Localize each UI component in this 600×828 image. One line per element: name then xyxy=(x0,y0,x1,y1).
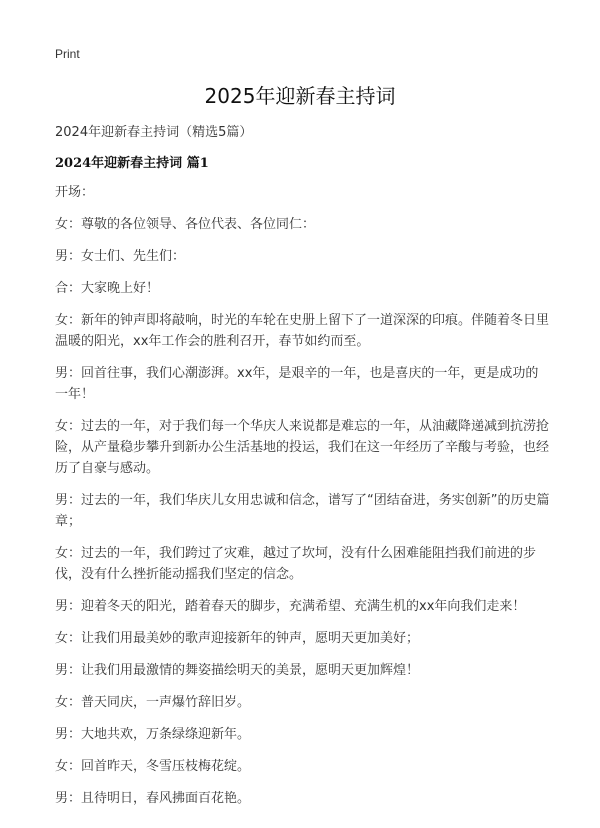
document-body xyxy=(55,182,550,820)
paragraph: 女：让我们用最美妙的歌声迎接新年的钟声，愿明天更加美好； xyxy=(55,631,420,646)
print-link[interactable]: Print xyxy=(55,47,80,61)
paragraph: 女：回首昨天，冬雪压枝梅花绽。 xyxy=(55,759,251,774)
paragraph: 男：迎着冬天的阳光，踏着春天的脚步，充满希望、充满生机的xx年向我们走来！ xyxy=(55,599,526,614)
paragraph: 女：新年的钟声即将敲响，时光的车轮在史册上留下了一道深深的印痕。伴随着冬日里温暖的阳光，xx年工作会的胜利召开，春节如约而至。 xyxy=(55,313,550,349)
paragraph: 男：过去的一年，我们华庆儿女用忠诚和信念，谱写了“团结奋进，务实创新”的历史篇章； xyxy=(55,493,550,529)
paragraph: 男：且待明日，春风拂面百花艳。 xyxy=(55,791,251,806)
paragraph: 女：普天同庆，一声爆竹辞旧岁。 xyxy=(55,695,251,710)
page-title: 2025年迎新春主持词 xyxy=(204,84,396,108)
paragraph: 男：回首往事，我们心潮澎湃。xx年，是艰辛的一年，也是喜庆的一年，更是成功的一年！ xyxy=(55,366,539,402)
section-heading: 2024年迎新春主持词 篇1 xyxy=(55,156,209,171)
paragraph: 女：尊敬的各位领导、各位代表、各位同仁： xyxy=(55,217,316,232)
paragraph: 男：大地共欢，万条绿绦迎新年。 xyxy=(55,727,251,742)
document-subtitle: 2024年迎新春主持词（精选5篇） xyxy=(55,125,253,140)
paragraph: 女：过去的一年，对于我们每一个华庆人来说都是难忘的一年，从油藏降递减到抗涝抢险，从产量稳步攀升到新办公生活基地的投运，我们在这一年经历了辛酸与考验，也经历了自豪与感动。 xyxy=(55,419,550,476)
paragraph-opening: 开场： xyxy=(55,185,95,200)
paragraph: 男：女士们、先生们： xyxy=(55,249,186,264)
paragraph: 合：大家晚上好！ xyxy=(55,281,160,296)
paragraph: 男：让我们用最激情的舞姿描绘明天的美景，愿明天更加辉煌！ xyxy=(55,663,420,678)
paragraph: 女：过去的一年，我们跨过了灾难，越过了坎坷，没有什么困难能阻挡我们前进的步伐，没有什么挫折能动摇我们坚定的信念。 xyxy=(55,546,537,582)
